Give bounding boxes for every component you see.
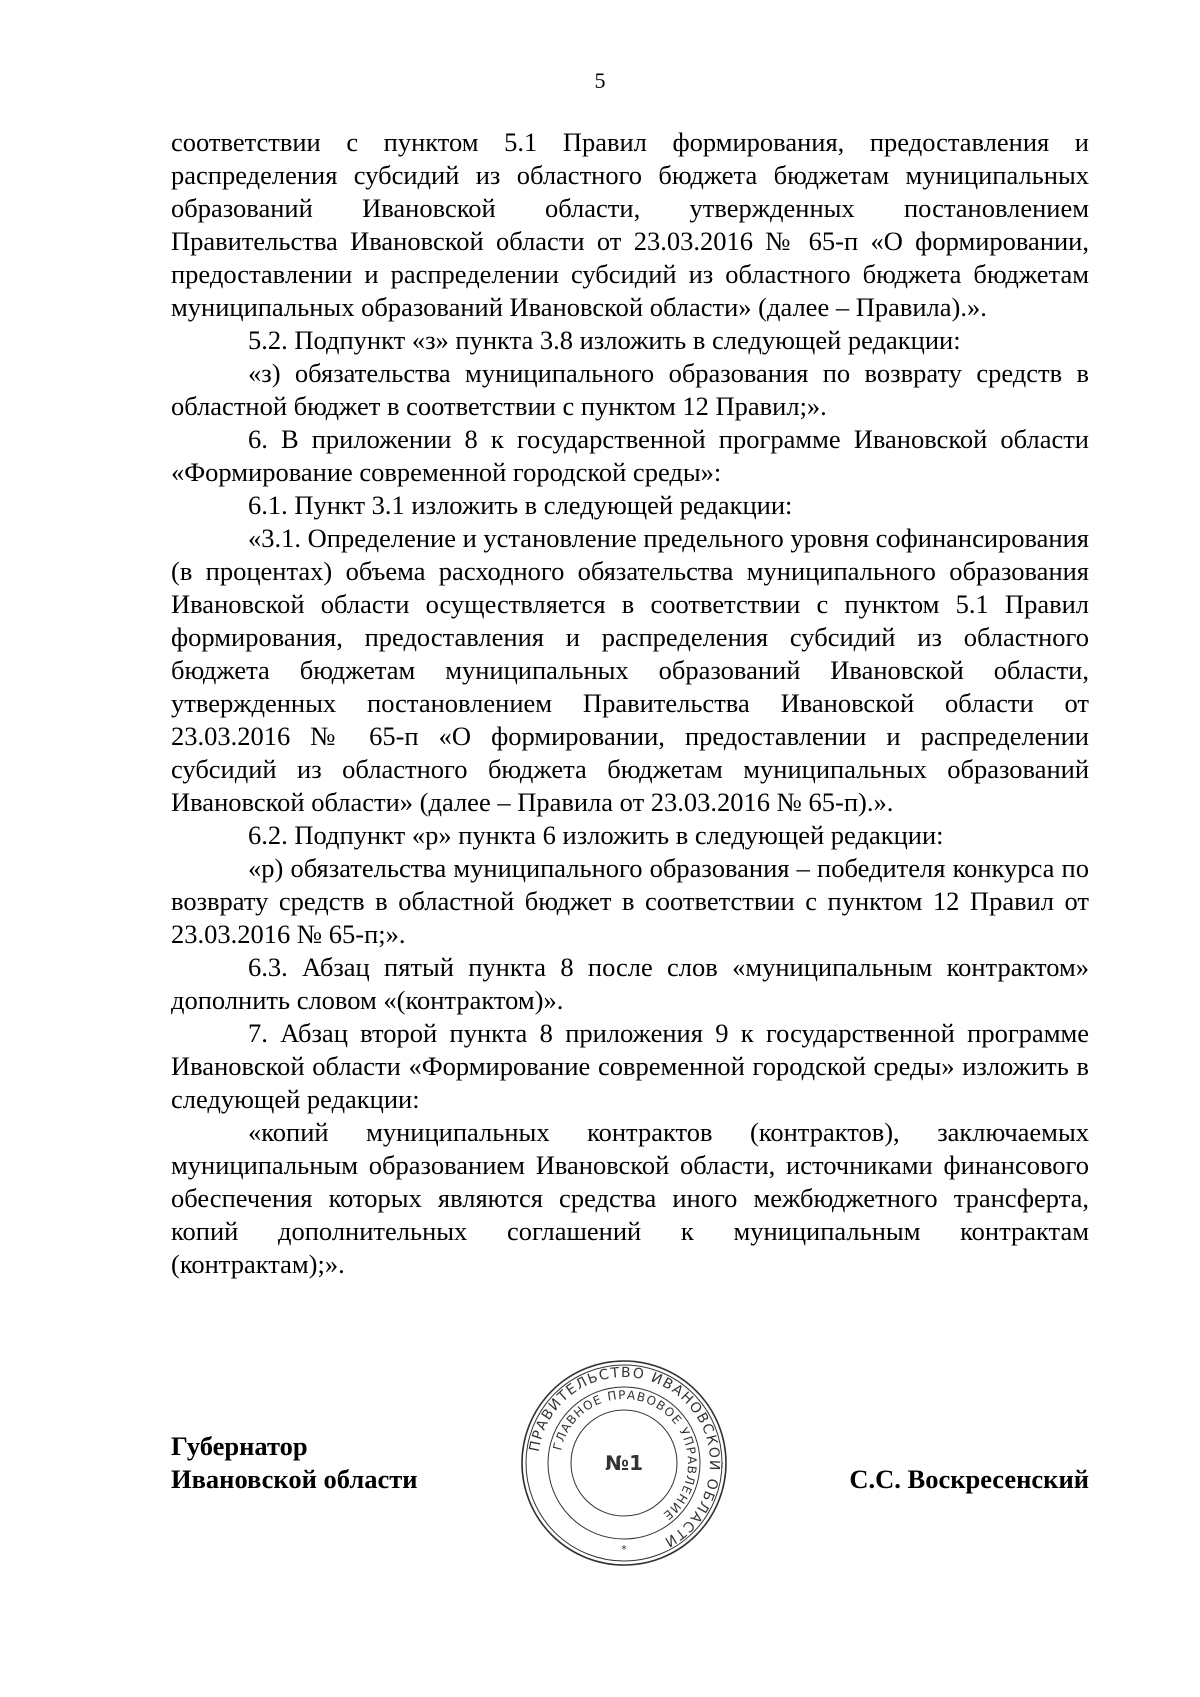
paragraph: 6. В приложении 8 к государственной программе Ивановской области «Формирование современной городской среды»: [171,424,1089,487]
paragraph: «з) обязательства муниципального образования по возврату средств в областной бюджет в соответствии с пунктом 12 Правил;». [171,358,1089,421]
paragraph: 6.1. Пункт 3.1 изложить в следующей редакции: [248,490,793,520]
paragraph: «р) обязательства муниципального образования – победителя конкурса по возврату средств в областной бюджет в соответствии с пунктом 12 Правил от 23.03.2016 № 65-п;». [171,853,1089,949]
stamp-inner-text: ГЛАВНОЕ ПРАВОВОЕ УПРАВЛЕНИЕ [550,1387,700,1524]
paragraph: «3.1. Определение и установление предельного уровня софинансирования (в процентах) объема расходного обязательства муниципального образования Ивановской области осуществляется в соответствии с пунктом 5.1 Правил формирования, предоставления и распределения субсидий из областного бюджета бюджетам муниципальных образований Ивановской области, утвержденных постановлением Правительства Ивановской области от 23.03.2016 № 65-п «О формировании, предоставлении и распределении субсидий из областного бюджета бюджетам муниципальных образований Ивановской области» (далее – Правила от 23.03.2016 № 65-п).». [171,523,1089,817]
stamp-seal-icon [518,1357,730,1569]
stamp-outer-text: ПРАВИТЕЛЬСТВО ИВАНОВСКОЙ ОБЛАСТИ [526,1364,723,1551]
paragraph: «копий муниципальных контрактов (контрактов), заключаемых муниципальным образованием Ивановской области, источниками финансового обеспечения которых являются средства иного межбюджетного трансферта, копий дополнительных соглашений к муниципальным контрактам (контрактам);». [171,1117,1089,1279]
official-stamp [518,1357,730,1569]
paragraph: 5.2. Подпункт «з» пункта 3.8 изложить в следующей редакции: [248,325,961,355]
paragraph: 7. Абзац второй пункта 8 приложения 9 к государственной программе Ивановской области «Формирование современной городской среды» изложить в следующей редакции: [171,1018,1089,1114]
stamp-star: * [621,1543,627,1556]
signatory-region: Ивановской области [171,1464,418,1494]
document-body [171,126,1089,1281]
signatory-position [171,1430,418,1496]
paragraph: 6.2. Подпункт «р» пункта 6 изложить в следующей редакции: [248,820,944,850]
signatory-name: С.С. Воскресенский [849,1464,1089,1494]
paragraph: 6.3. Абзац пятый пункта 8 после слов «муниципальным контрактом» дополнить словом «(контрактом)». [171,952,1089,1015]
page-number: 5 [594,68,606,93]
signatory-title: Губернатор [171,1431,308,1461]
paragraph: соответствии с пунктом 5.1 Правил формирования, предоставления и распределения субсидий из областного бюджета бюджетам муниципальных образований Ивановской области, утвержденных постановлением Правительства Ивановской области от 23.03.2016 № 65-п «О формировании, предоставлении и распределении субсидий из областного бюджета бюджетам муниципальных образований Ивановской области» (далее – Правила).». [171,127,1089,322]
stamp-number: №1 [605,1451,643,1475]
